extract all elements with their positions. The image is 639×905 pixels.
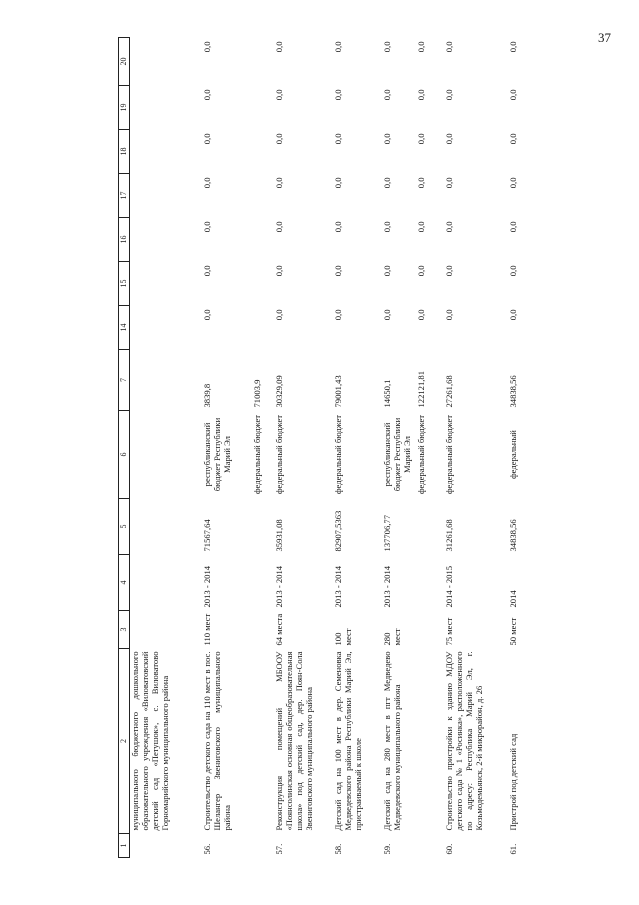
value-cell: 0,0 [444, 221, 454, 233]
object-name: Строительство детского сада на 110 мест в пос. Шелангер Звениговского муниципального района [202, 651, 232, 831]
value-cell: 0,0 [382, 265, 392, 277]
period: 2013 - 2014 [382, 565, 392, 608]
value-cell: 0,0 [382, 41, 392, 53]
value-cell: 0,0 [333, 309, 343, 321]
value-cell: 0,0 [508, 221, 518, 233]
funding-source: федеральный бюджет [444, 414, 454, 495]
col-header: 15 [119, 262, 130, 306]
row-number: 57. [274, 843, 284, 855]
value-cell: 0,0 [274, 309, 284, 321]
col-header: 14 [119, 306, 130, 350]
page-number: 37 [598, 30, 611, 45]
col-header: 2 [119, 649, 130, 834]
period: 2013 - 2014 [274, 565, 284, 608]
total-cost: 82907,5363 [333, 510, 343, 552]
object-name: Строительство пристройки к зданию МДОУ детского сада № 1 «Росинка», расположенного по адресу: Республика Марий Эл, г. Козьмодемьянск, 2-й микрорайон, д. 26 [444, 651, 484, 831]
col-header: 4 [119, 555, 130, 611]
value-cell: 0,0 [508, 309, 518, 321]
value-cell: 0,0 [382, 89, 392, 101]
table-row-continuation [130, 38, 203, 858]
value-cell: 0,0 [274, 221, 284, 233]
col-header: 1 [119, 834, 130, 858]
value-cell: 0,0 [274, 265, 284, 277]
total-cost: 35931,08 [274, 519, 284, 552]
capacity: 50 мест [508, 617, 518, 646]
row-number: 58. [333, 843, 343, 855]
period: 2013 - 2014 [333, 565, 343, 608]
object-name: Пристрой под детский сад [508, 733, 518, 831]
funding-amount: 27261,68 [444, 375, 454, 408]
row-number: 61. [508, 843, 518, 855]
value-cell: 0,0 [333, 177, 343, 189]
funding-amount: 34838,56 [508, 375, 518, 408]
capacity: 64 места [274, 613, 284, 646]
capacity: 110 мест [202, 613, 212, 646]
value-cell: 0,0 [508, 265, 518, 277]
col-header: 18 [119, 130, 130, 174]
program-table [118, 37, 530, 858]
value-cell: 0,0 [333, 89, 343, 101]
value-cell: 0,0 [416, 177, 426, 189]
funding-source: республиканский бюджет Республики Марий Эл [382, 417, 412, 492]
row-number: 56. [202, 843, 212, 855]
value-cell: 0,0 [333, 265, 343, 277]
table-row-59 [382, 38, 416, 858]
funding-amount: 3839,8 [202, 383, 212, 408]
value-cell: 0,0 [444, 133, 454, 145]
capacity: 75 мест [444, 617, 454, 646]
table-row-61 [508, 38, 530, 858]
value-cell: 0,0 [444, 177, 454, 189]
col-header: 6 [119, 411, 130, 499]
value-cell: 0,0 [416, 133, 426, 145]
period: 2013 - 2014 [202, 565, 212, 608]
col-header: 19 [119, 86, 130, 130]
value-cell: 0,0 [508, 177, 518, 189]
value-cell: 0,0 [274, 133, 284, 145]
table-row-57 [274, 38, 333, 858]
funding-source: республиканский бюджет Республики Марий Эл [202, 417, 232, 492]
value-cell: 0,0 [444, 89, 454, 101]
total-cost: 137706,77 [382, 514, 392, 552]
object-name: Детский сад на 280 мест в пгт Медведево Медведевского муниципального района [382, 651, 402, 831]
value-cell: 0,0 [416, 265, 426, 277]
value-cell: 0,0 [508, 41, 518, 53]
value-cell: 0,0 [333, 221, 343, 233]
value-cell: 0,0 [382, 309, 392, 321]
value-cell: 0,0 [202, 309, 212, 321]
col-header: 5 [119, 499, 130, 555]
value-cell: 0,0 [444, 309, 454, 321]
value-cell: 0,0 [382, 221, 392, 233]
value-cell: 0,0 [274, 89, 284, 101]
value-cell: 0,0 [416, 221, 426, 233]
funding-source: федеральный бюджет [274, 414, 284, 495]
table-row-58 [333, 38, 382, 858]
value-cell: 0,0 [274, 177, 284, 189]
funding-amount: 30329,09 [274, 375, 284, 408]
total-cost: 34838,56 [508, 519, 518, 552]
object-name: Детский сад на 100 мест в дер. Семеновка Медведевского района Республики Марий Эл, пристраиваемый к школе [333, 651, 363, 831]
object-name: Реконструкция помещений МБООУ «Поянсолинская основная общеобразовательная школа» под детский сад, дер. Поян-Сола Звениговского муниципального района [274, 651, 314, 831]
funding-amount: 122121,81 [416, 370, 426, 408]
value-cell: 0,0 [416, 41, 426, 53]
row-number: 60. [444, 843, 454, 855]
funding-amount: 79001,43 [333, 375, 343, 408]
funding-amount: 71003,9 [252, 379, 262, 408]
funding-source: федеральный бюджет [252, 414, 262, 495]
capacity: 100 мест [333, 628, 353, 646]
value-cell: 0,0 [333, 133, 343, 145]
funding-amount: 14650,1 [382, 379, 392, 408]
total-cost: 31261,68 [444, 519, 454, 552]
header-row [119, 38, 130, 858]
rotated-page [118, 38, 639, 858]
value-cell: 0,0 [444, 265, 454, 277]
table-row-56 [202, 38, 252, 858]
value-cell: 0,0 [202, 41, 212, 53]
value-cell: 0,0 [382, 177, 392, 189]
value-cell: 0,0 [202, 133, 212, 145]
table-row-60 [444, 38, 508, 858]
value-cell: 0,0 [444, 41, 454, 53]
object-name: муниципального бюджетного дошкольного образовательного учреждения «Виловатовский детский сад «Петушок», с. Виловатово Горномарийского муниципального района [130, 651, 170, 831]
value-cell: 0,0 [202, 265, 212, 277]
value-cell: 0,0 [202, 89, 212, 101]
value-cell: 0,0 [508, 133, 518, 145]
value-cell: 0,0 [202, 221, 212, 233]
col-header: 3 [119, 611, 130, 649]
col-header: 16 [119, 218, 130, 262]
period: 2014 - 2015 [444, 565, 454, 608]
period: 2014 [508, 590, 518, 608]
value-cell: 0,0 [416, 89, 426, 101]
funding-source: федеральный бюджет [333, 414, 343, 495]
capacity: 280 мест [382, 628, 402, 646]
value-cell: 0,0 [382, 133, 392, 145]
col-header: 20 [119, 38, 130, 86]
row-number: 59. [382, 843, 392, 855]
funding-source: федеральный бюджет [416, 414, 426, 495]
col-header: 7 [119, 350, 130, 411]
value-cell: 0,0 [333, 41, 343, 53]
total-cost: 71567,64 [202, 519, 212, 552]
value-cell: 0,0 [202, 177, 212, 189]
value-cell: 0,0 [416, 309, 426, 321]
value-cell: 0,0 [274, 41, 284, 53]
col-header: 17 [119, 174, 130, 218]
funding-source: федеральный [508, 430, 518, 479]
value-cell: 0,0 [508, 89, 518, 101]
